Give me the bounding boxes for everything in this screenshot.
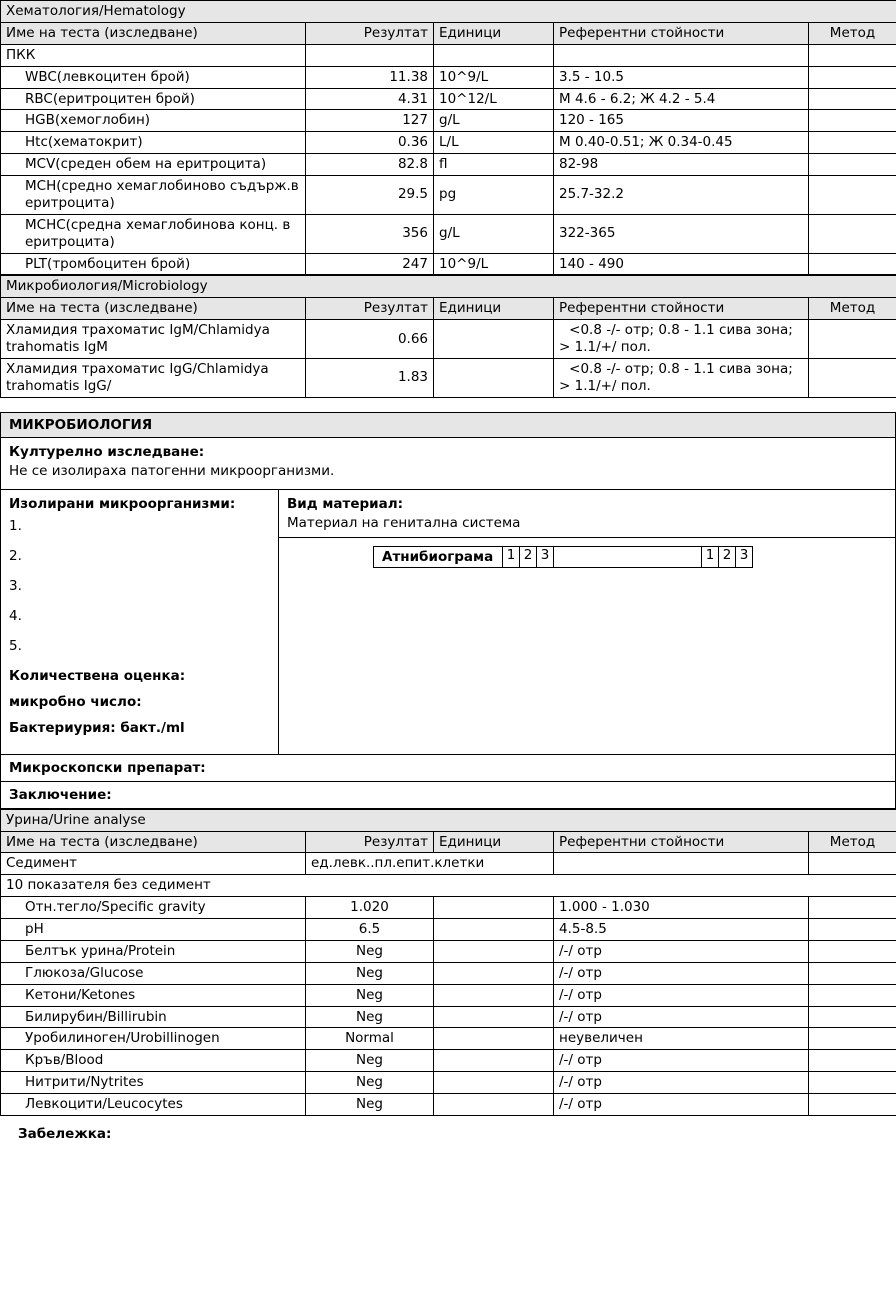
test-name: MCHC(средна хемаглобинова конц. в еритроцита) xyxy=(1,214,306,253)
test-name: Htc(хематокрит) xyxy=(1,132,306,154)
test-name: pH xyxy=(1,919,306,941)
table-row xyxy=(1,132,896,154)
reference-line-2: > 1.1/+/ пол. xyxy=(559,377,651,394)
test-result: 247 xyxy=(306,253,434,275)
column-header-result: Резултат xyxy=(306,298,434,320)
antibiogram-cell-right-1: 1 xyxy=(702,546,719,568)
antibiogram-header-row xyxy=(373,546,753,568)
microbiology-block-title: МИКРОБИОЛОГИЯ xyxy=(1,413,895,438)
test-result: Neg xyxy=(306,1050,434,1072)
column-header-reference: Референтни стойности xyxy=(554,22,809,44)
test-name: RBC(еритроцитен брой) xyxy=(1,88,306,110)
antibiogram-cell-right-2: 2 xyxy=(719,546,736,568)
test-name: Левкоцити/Leucocytes xyxy=(1,1094,306,1116)
test-method xyxy=(809,176,896,215)
column-header-units: Единици xyxy=(434,831,554,853)
test-name: Нитрити/Nytrites xyxy=(1,1072,306,1094)
table-row xyxy=(1,897,896,919)
antibiogram-cell-left-3: 3 xyxy=(537,546,554,568)
urine-table xyxy=(0,809,896,1116)
test-reference: /-/ отр xyxy=(554,984,809,1006)
table-row xyxy=(1,320,896,359)
section-spacer xyxy=(0,398,896,412)
test-result: 4.31 xyxy=(306,88,434,110)
test-result: 11.38 xyxy=(306,66,434,88)
hematology-table xyxy=(0,0,896,275)
test-name: Кръв/Blood xyxy=(1,1050,306,1072)
test-method xyxy=(809,358,896,397)
sediment-label: Седимент xyxy=(1,853,306,875)
test-method xyxy=(809,1094,896,1116)
column-header-name: Име на теста (изследване) xyxy=(1,831,306,853)
test-unit xyxy=(434,1028,554,1050)
test-name: Глюкоза/Glucose xyxy=(1,962,306,984)
culture-label: Културелно изследване: xyxy=(9,443,205,460)
test-method xyxy=(809,897,896,919)
column-header-reference: Референтни стойности xyxy=(554,831,809,853)
test-method xyxy=(809,88,896,110)
list-item: 4. xyxy=(9,607,22,624)
microbiology-section-header xyxy=(1,276,896,298)
test-reference: 25.7-32.2 xyxy=(554,176,809,215)
table-row xyxy=(1,984,896,1006)
antibiogram-spacer-cell xyxy=(554,546,702,568)
material-panel xyxy=(279,490,895,754)
test-result: 127 xyxy=(306,110,434,132)
antibiogram-label: Атнибиограма xyxy=(373,546,503,568)
test-method xyxy=(809,320,896,359)
table-row xyxy=(1,1050,896,1072)
test-reference: неувеличен xyxy=(554,1028,809,1050)
microbiology-column-headers xyxy=(1,298,896,320)
table-row xyxy=(1,1006,896,1028)
test-unit xyxy=(434,358,554,397)
test-result: 6.5 xyxy=(306,919,434,941)
test-reference: 120 - 165 xyxy=(554,110,809,132)
material-value: Материал на генитална система xyxy=(287,514,521,531)
test-name: MCV(среден обем на еритроцита) xyxy=(1,154,306,176)
table-row xyxy=(1,253,896,275)
test-result: Neg xyxy=(306,962,434,984)
antibiogram-cell-left-2: 2 xyxy=(520,546,537,568)
test-unit xyxy=(434,1072,554,1094)
table-row xyxy=(1,154,896,176)
test-unit: g/L xyxy=(434,214,554,253)
urine-section-title: Урина/Urine analyse xyxy=(1,809,896,831)
test-name: Хламидия трахоматис IgM/Chlamidya trahomatis IgM xyxy=(1,320,306,359)
cell-reference xyxy=(554,853,809,875)
cell-result xyxy=(306,44,434,66)
table-row xyxy=(1,919,896,941)
test-result: 356 xyxy=(306,214,434,253)
test-method xyxy=(809,1072,896,1094)
test-method xyxy=(809,919,896,941)
test-unit: g/L xyxy=(434,110,554,132)
test-name: Отн.тегло/Specific gravity xyxy=(1,897,306,919)
test-reference: /-/ отр xyxy=(554,1072,809,1094)
antibiogram-cell-right-3: 3 xyxy=(736,546,753,568)
column-header-name: Име на теста (изследване) xyxy=(1,298,306,320)
table-row xyxy=(1,110,896,132)
test-method xyxy=(809,132,896,154)
test-reference: 140 - 490 xyxy=(554,253,809,275)
test-reference: /-/ отр xyxy=(554,1006,809,1028)
test-name: HGB(хемоглобин) xyxy=(1,110,306,132)
test-name: Кетони/Ketones xyxy=(1,984,306,1006)
test-name: Уробилиноген/Urobillinogen xyxy=(1,1028,306,1050)
urine-section-header xyxy=(1,809,896,831)
table-row xyxy=(1,358,896,397)
test-result: 29.5 xyxy=(306,176,434,215)
test-name: MCH(средно хемаглобиново съдърж.в еритроцита) xyxy=(1,176,306,215)
test-result: 1.83 xyxy=(306,358,434,397)
table-row xyxy=(1,88,896,110)
test-result: Neg xyxy=(306,984,434,1006)
test-method xyxy=(809,1050,896,1072)
test-reference: 4.5-8.5 xyxy=(554,919,809,941)
test-unit: 10^9/L xyxy=(434,253,554,275)
test-unit xyxy=(434,940,554,962)
antibiogram-cell-left-1: 1 xyxy=(503,546,520,568)
conclusion-row: Заключение: xyxy=(9,786,112,803)
column-header-method: Метод xyxy=(809,22,896,44)
test-result: 0.66 xyxy=(306,320,434,359)
test-name: Билирубин/Billirubin xyxy=(1,1006,306,1028)
test-unit xyxy=(434,1094,554,1116)
test-method xyxy=(809,154,896,176)
microscopy-row: Микроскопски препарат: xyxy=(1,755,895,782)
test-reference: 322-365 xyxy=(554,214,809,253)
cell-reference xyxy=(554,44,809,66)
test-method xyxy=(809,962,896,984)
test-reference: 82-98 xyxy=(554,154,809,176)
test-method xyxy=(809,253,896,275)
hematology-column-headers xyxy=(1,22,896,44)
culture-result-text: Не се изолираха патогенни микроорганизми. xyxy=(9,462,335,479)
test-result: Neg xyxy=(306,1094,434,1116)
quantitative-assessment-label: Количествена оценка: xyxy=(9,667,186,684)
test-name: Хламидия трахоматис IgG/Chlamidya trahomatis IgG/ xyxy=(1,358,306,397)
test-method xyxy=(809,66,896,88)
test-result: 82.8 xyxy=(306,154,434,176)
column-header-result: Резултат xyxy=(306,831,434,853)
microbiology-report-block xyxy=(0,412,896,809)
test-method xyxy=(809,110,896,132)
urine-group-label: 10 показателя без седимент xyxy=(1,875,896,897)
list-item: 1. xyxy=(9,517,22,534)
test-method xyxy=(809,214,896,253)
test-name: PLT(тромбоцитен брой) xyxy=(1,253,306,275)
test-reference: /-/ отр xyxy=(554,940,809,962)
hematology-group-label: ПКК xyxy=(1,44,306,66)
table-row xyxy=(1,214,896,253)
column-header-units: Единици xyxy=(434,22,554,44)
material-label: Вид материал: xyxy=(287,495,403,512)
test-method xyxy=(809,1006,896,1028)
cell-method xyxy=(809,44,896,66)
test-reference: 3.5 - 10.5 xyxy=(554,66,809,88)
test-unit: fl xyxy=(434,154,554,176)
test-reference: /-/ отр xyxy=(554,1094,809,1116)
culture-section xyxy=(1,438,895,490)
test-unit xyxy=(434,919,554,941)
table-row xyxy=(1,1094,896,1116)
reference-line-2: > 1.1/+/ пол. xyxy=(559,339,651,355)
reference-line-1: <0.8 -/- отр; 0.8 - 1.1 сива зона; xyxy=(569,360,793,377)
hematology-section-title: Хематология/Hematology xyxy=(1,1,896,23)
test-method xyxy=(809,1028,896,1050)
list-item: 2. xyxy=(9,547,22,564)
microbial-count-label: микробно число: xyxy=(9,693,142,710)
column-header-reference: Референтни стойности xyxy=(554,298,809,320)
urine-column-headers xyxy=(1,831,896,853)
table-row xyxy=(1,962,896,984)
test-method xyxy=(809,940,896,962)
test-reference: М 4.6 - 6.2; Ж 4.2 - 5.4 xyxy=(554,88,809,110)
test-unit xyxy=(434,1006,554,1028)
isolated-organisms-label: Изолирани микроорганизми: xyxy=(9,495,236,512)
isolated-organisms-panel xyxy=(1,490,279,754)
table-row xyxy=(1,1072,896,1094)
test-unit xyxy=(434,984,554,1006)
column-header-method: Метод xyxy=(809,831,896,853)
test-unit xyxy=(434,320,554,359)
table-row xyxy=(1,853,896,875)
bacteriuria-label: Бактериурия: бакт./ml xyxy=(9,719,185,736)
test-result: Neg xyxy=(306,1072,434,1094)
isolates-material-grid xyxy=(1,490,895,755)
table-row xyxy=(1,940,896,962)
table-row xyxy=(1,44,896,66)
test-reference xyxy=(554,358,809,397)
test-method xyxy=(809,984,896,1006)
test-reference: 1.000 - 1.030 xyxy=(554,897,809,919)
list-item: 5. xyxy=(9,637,22,654)
material-section xyxy=(279,490,895,537)
table-row xyxy=(1,66,896,88)
test-unit: pg xyxy=(434,176,554,215)
test-result: 1.020 xyxy=(306,897,434,919)
test-result: Neg xyxy=(306,1006,434,1028)
test-unit: L/L xyxy=(434,132,554,154)
column-header-result: Резултат xyxy=(306,22,434,44)
table-row xyxy=(1,875,896,897)
table-row xyxy=(1,1028,896,1050)
note-label: Забележка: xyxy=(18,1125,112,1142)
test-unit: 10^9/L xyxy=(434,66,554,88)
test-reference: /-/ отр xyxy=(554,962,809,984)
column-header-units: Единици xyxy=(434,298,554,320)
test-result: 0.36 xyxy=(306,132,434,154)
cell-method xyxy=(809,853,896,875)
table-row xyxy=(1,176,896,215)
test-unit: 10^12/L xyxy=(434,88,554,110)
list-item: 3. xyxy=(9,577,22,594)
test-reference: М 0.40-0.51; Ж 0.34-0.45 xyxy=(554,132,809,154)
test-name: WBC(левкоцитен брой) xyxy=(1,66,306,88)
microbiology-section-title: Микробиология/Microbiology xyxy=(1,276,896,298)
test-result: Normal xyxy=(306,1028,434,1050)
antibiogram-area xyxy=(279,537,895,655)
test-unit xyxy=(434,897,554,919)
test-reference: /-/ отр xyxy=(554,1050,809,1072)
column-header-name: Име на теста (изследване) xyxy=(1,22,306,44)
test-name: Белтък урина/Protein xyxy=(1,940,306,962)
reference-line-1: <0.8 -/- отр; 0.8 - 1.1 сива зона; xyxy=(569,322,793,339)
sediment-result: ед.левк..пл.епит.клетки xyxy=(306,853,554,875)
test-reference xyxy=(554,320,809,359)
column-header-method: Метод xyxy=(809,298,896,320)
microbiology-table xyxy=(0,275,896,397)
test-result: Neg xyxy=(306,940,434,962)
test-unit xyxy=(434,1050,554,1072)
cell-unit xyxy=(434,44,554,66)
test-unit xyxy=(434,962,554,984)
hematology-section-header xyxy=(1,1,896,23)
